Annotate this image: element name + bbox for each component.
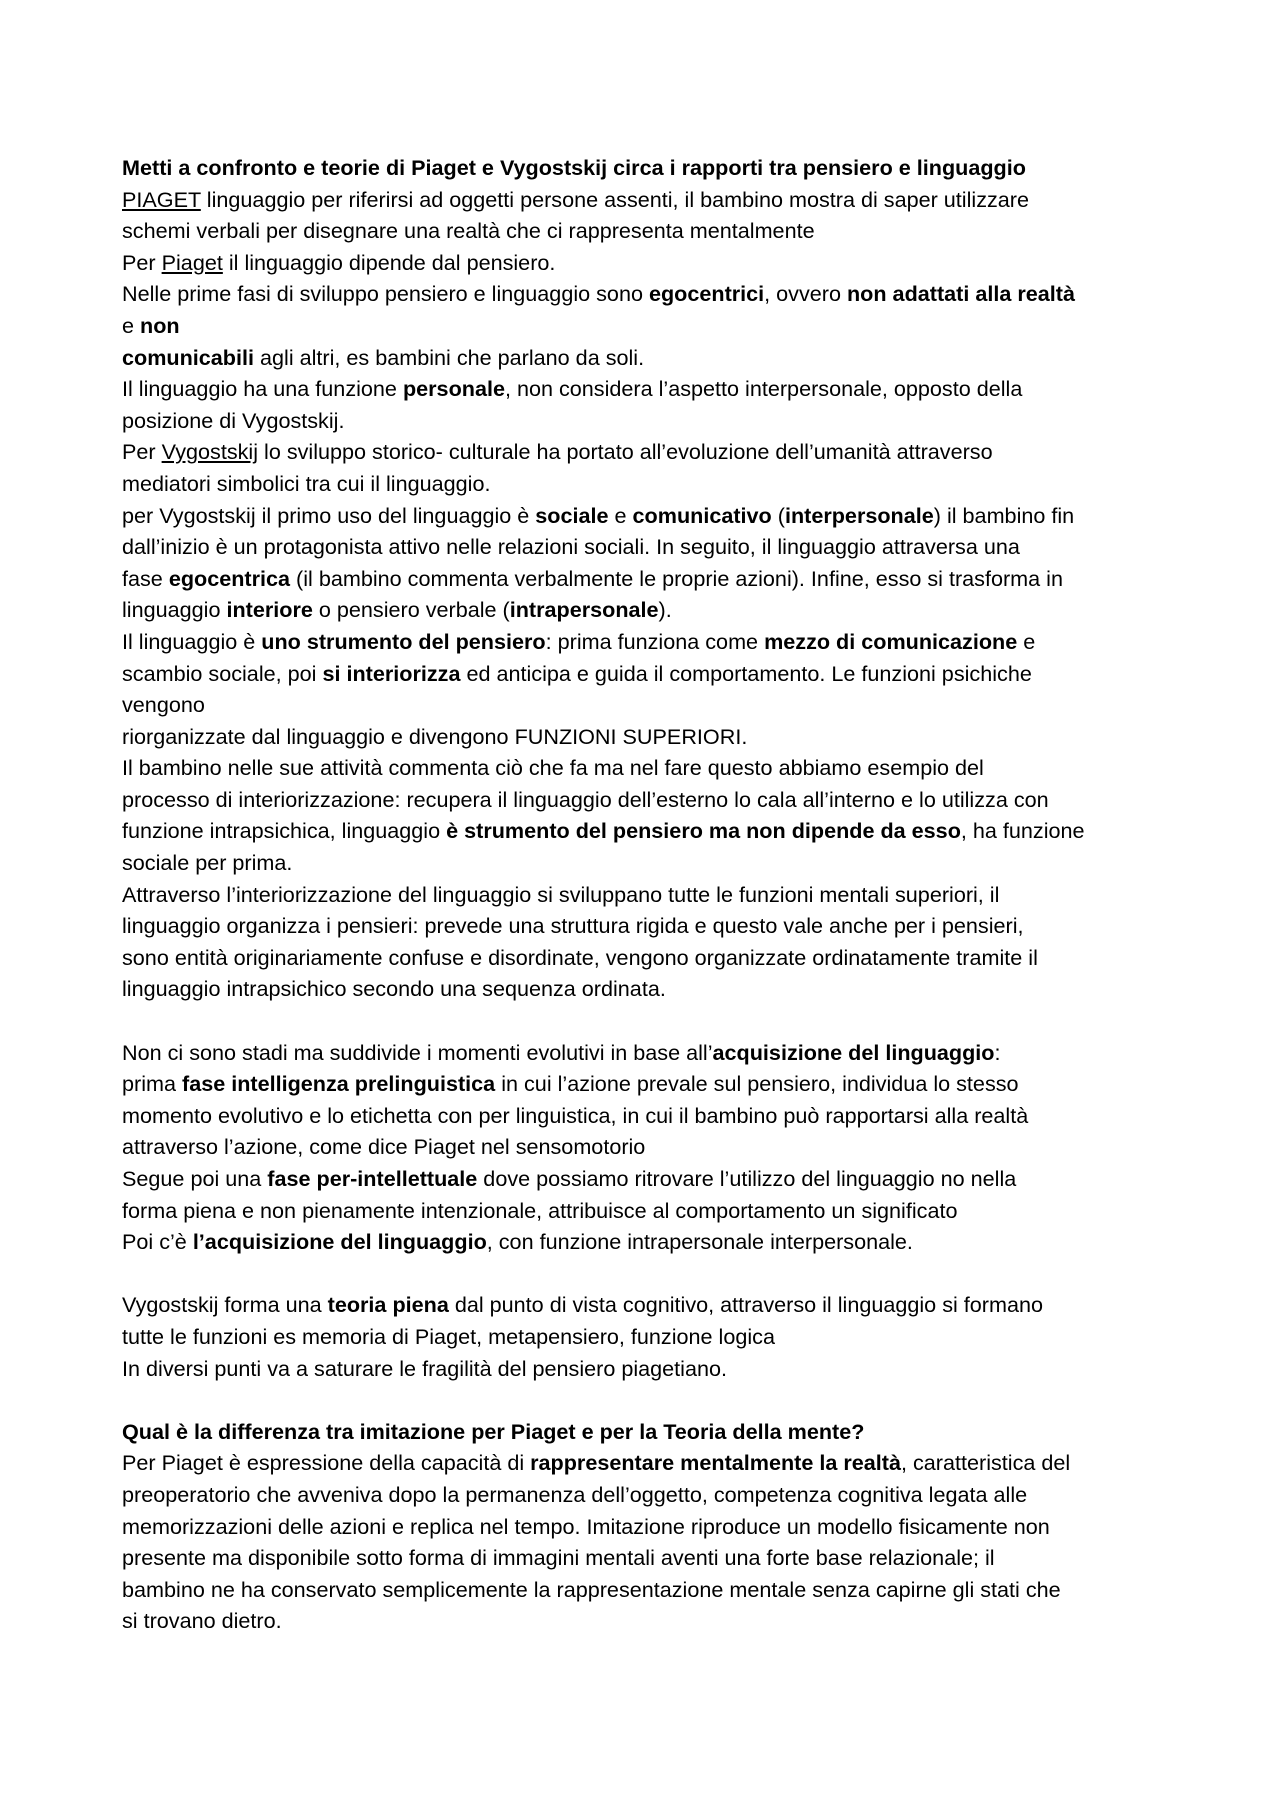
- text-line: Per Vygostskij lo sviluppo storico- culturale ha portato all’evoluzione dell’umanità attraverso: [122, 439, 993, 465]
- text-line: dall’inizio è un protagonista attivo nelle relazioni sociali. In seguito, il linguaggio attraversa una: [122, 534, 1020, 560]
- text-line: Il bambino nelle sue attività commenta ciò che fa ma nel fare questo abbiamo esempio del: [122, 755, 984, 781]
- text-line: Nelle prime fasi di sviluppo pensiero e linguaggio sono egocentrici, ovvero non adattati alla realtà: [122, 281, 1075, 307]
- text-line: Il linguaggio è uno strumento del pensiero: prima funziona come mezzo di comunicazione e: [122, 628, 1036, 654]
- underlined-term: Vygostskij: [161, 439, 259, 465]
- text-line: posizione di Vygostskij.: [122, 407, 345, 433]
- text-line: tutte le funzioni es memoria di Piaget, metapensiero, funzione logica: [122, 1323, 775, 1349]
- text-line: attraverso l’azione, come dice Piaget nel sensomotorio: [122, 1134, 646, 1160]
- text-line: e non: [122, 312, 180, 338]
- text-line: fase egocentrica (il bambino commenta verbalmente le proprie azioni). Infine, esso si trasforma in: [122, 565, 1063, 591]
- paragraph-spacer: [122, 1258, 1162, 1290]
- text-line: linguaggio intrapsichico secondo una sequenza ordinata.: [122, 976, 666, 1002]
- heading-question-1: Metti a confronto e teorie di Piaget e Vygostskij circa i rapporti tra pensiero e linguaggio: [122, 155, 1026, 180]
- text-line: PIAGET linguaggio per riferirsi ad oggetti persone assenti, il bambino mostra di saper utilizzare: [122, 186, 1029, 212]
- text-line: forma piena e non pienamente intenzionale, attribuisce al comportamento un significato: [122, 1197, 958, 1223]
- text-line: schemi verbali per disegnare una realtà che ci rappresenta mentalmente: [122, 218, 815, 244]
- text-line: preoperatorio che avveniva dopo la permanenza dell’oggetto, competenza cognitiva legata alle: [122, 1481, 1028, 1507]
- text-line: bambino ne ha conservato semplicemente la rappresentazione mentale senza capirne gli stati che: [122, 1576, 1061, 1602]
- text-line: Il linguaggio ha una funzione personale, non considera l’aspetto interpersonale, opposto della: [122, 376, 1023, 402]
- text-line: mediatori simbolici tra cui il linguaggio.: [122, 470, 491, 496]
- underlined-term: PIAGET: [122, 186, 201, 212]
- heading-question-2: Qual è la differenza tra imitazione per Piaget e per la Teoria della mente?: [122, 1418, 865, 1444]
- text-line: linguaggio organizza i pensieri: prevede una struttura rigida e questo vale anche per i pensieri,: [122, 913, 1024, 939]
- text-line: prima fase intelligenza prelinguistica in cui l’azione prevale sul pensiero, individua lo stesso: [122, 1071, 1019, 1097]
- text-line: Non ci sono stadi ma suddivide i momenti evolutivi in base all’acquisizione del linguaggio:: [122, 1039, 1001, 1065]
- text-line: Attraverso l’interiorizzazione del linguaggio si sviluppano tutte le funzioni mentali superiori, il: [122, 881, 1000, 907]
- paragraph-spacer: [122, 1005, 1162, 1037]
- text-line: per Vygostskij il primo uso del linguaggio è sociale e comunicativo (interpersonale) il bambino fin: [122, 502, 1075, 528]
- text-line: riorganizzate dal linguaggio e divengono FUNZIONI SUPERIORI.: [122, 723, 748, 749]
- text-line: funzione intrapsichica, linguaggio è strumento del pensiero ma non dipende da esso, ha funzione: [122, 818, 1085, 844]
- paragraph-spacer: [122, 1384, 1162, 1416]
- text-line: Per Piaget il linguaggio dipende dal pensiero.: [122, 249, 556, 275]
- text-line: linguaggio interiore o pensiero verbale (intrapersonale).: [122, 597, 672, 623]
- text-line: momento evolutivo e lo etichetta con per linguistica, in cui il bambino può rapportarsi alla realtà: [122, 1102, 1029, 1128]
- text-line: memorizzazioni delle azioni e replica nel tempo. Imitazione riproduce un modello fisicamente non: [122, 1513, 1050, 1539]
- text-line: sociale per prima.: [122, 850, 293, 876]
- text-line: Segue poi una fase per-intellettuale dove possiamo ritrovare l’utilizzo del linguaggio no nella: [122, 1166, 1017, 1191]
- text-line: presente ma disponibile sotto forma di immagini mentali aventi una forte base relazionale; il: [122, 1545, 995, 1571]
- text-line: Poi c’è l’acquisizione del linguaggio, con funzione intrapersonale interpersonale.: [122, 1229, 913, 1255]
- text-line: processo di interiorizzazione: recupera il linguaggio dell’esterno lo cala all’interno e lo utilizza con: [122, 786, 1049, 812]
- text-line: vengono: [122, 692, 205, 718]
- document-page: [122, 152, 1162, 1637]
- text-line: Per Piaget è espressione della capacità di rappresentare mentalmente la realtà, caratteristica del: [122, 1450, 1071, 1476]
- text-line: sono entità originariamente confuse e disordinate, vengono organizzate ordinatamente tramite il: [122, 944, 1038, 970]
- text-line: In diversi punti va a saturare le fragilità del pensiero piagetiano.: [122, 1355, 727, 1381]
- text-line: Vygostskij forma una teoria piena dal punto di vista cognitivo, attraverso il linguaggio si formano: [122, 1292, 1043, 1318]
- text-line: comunicabili agli altri, es bambini che parlano da soli.: [122, 344, 645, 370]
- underlined-term: Piaget: [161, 249, 223, 275]
- text-line: scambio sociale, poi si interiorizza ed anticipa e guida il comportamento. Le funzioni psichiche: [122, 660, 1032, 686]
- text-line: si trovano dietro.: [122, 1608, 282, 1634]
